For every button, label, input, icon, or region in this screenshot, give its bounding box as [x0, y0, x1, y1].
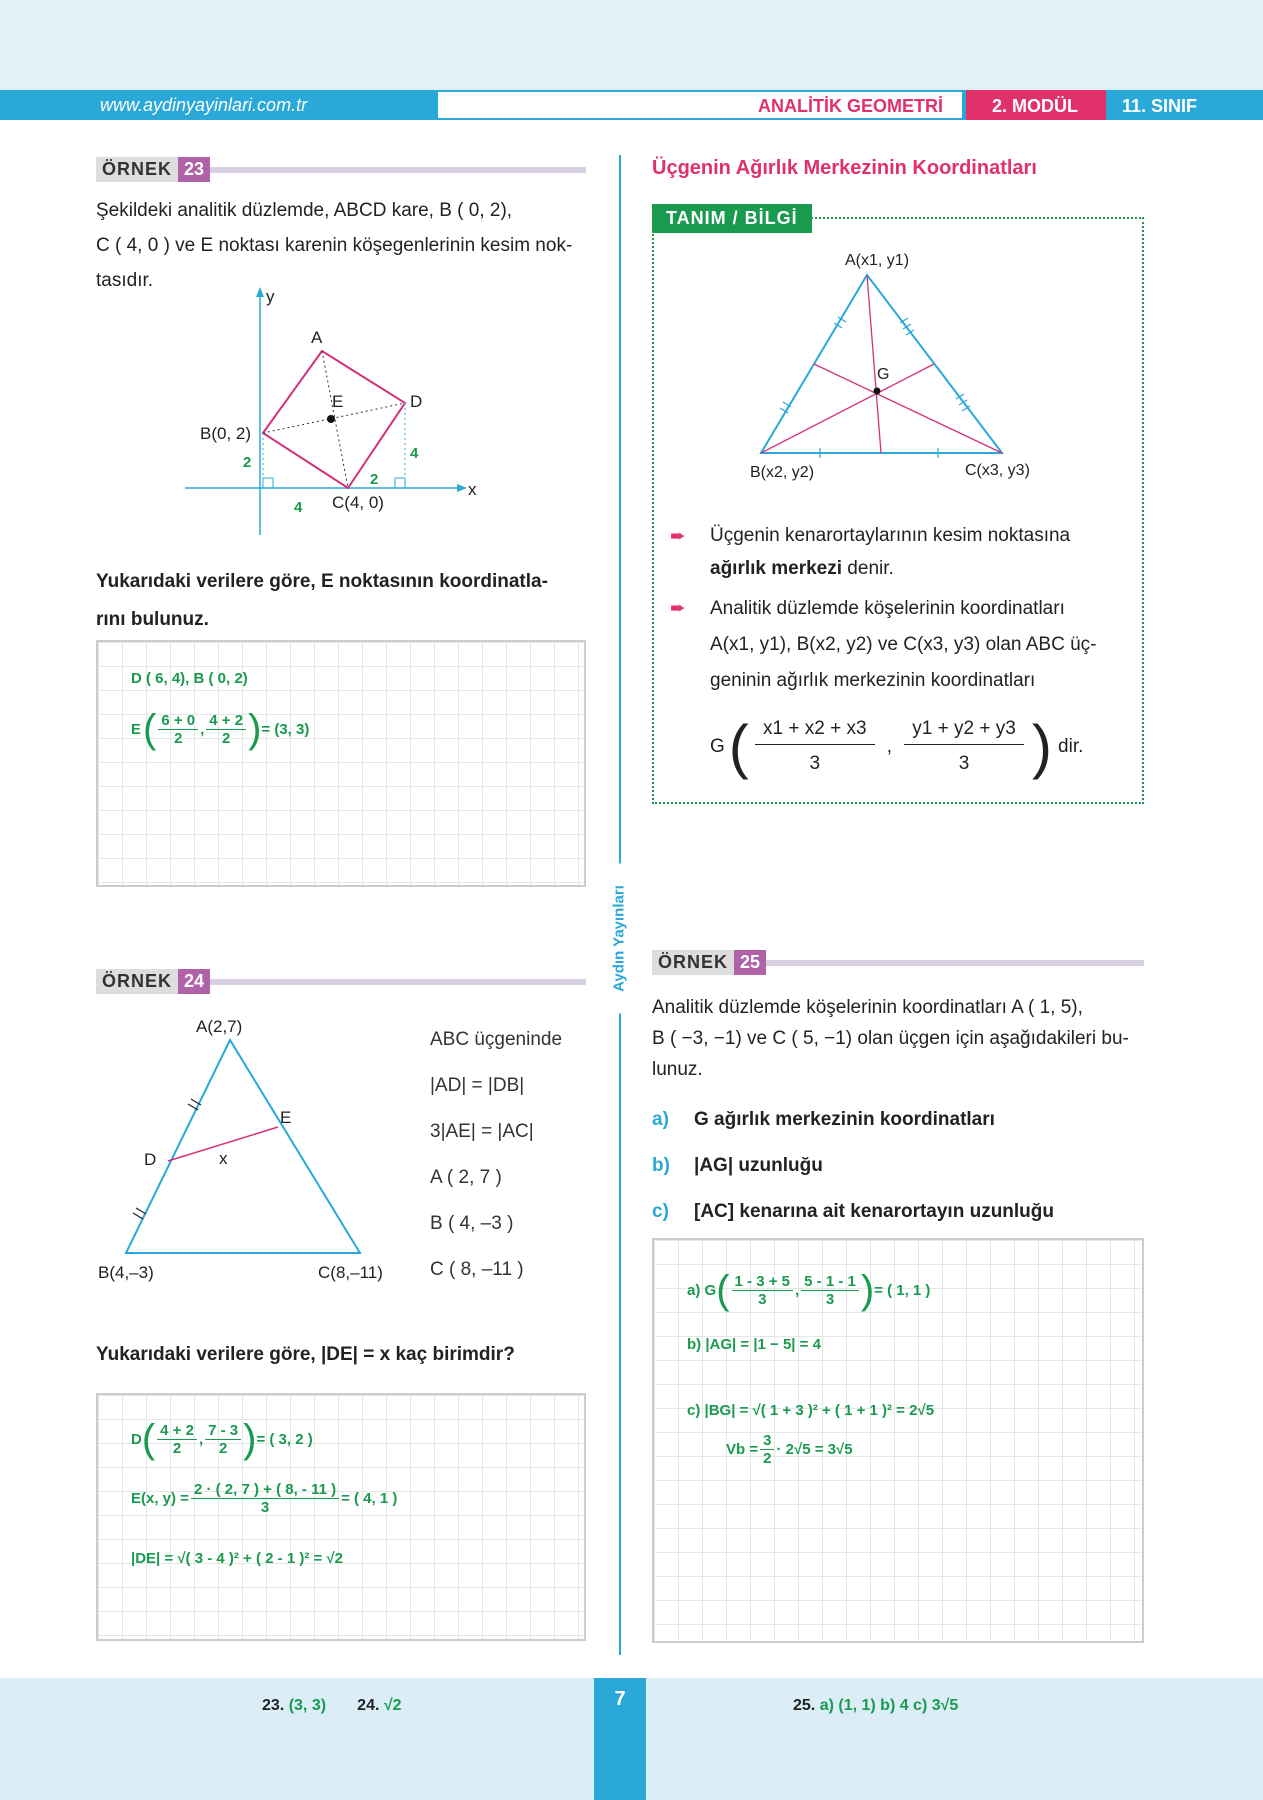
ans-25-value: a) (1, 1) b) 4 c) 3√5 [819, 1697, 959, 1714]
sa-result: = ( 1, 1 ) [874, 1282, 931, 1299]
site-url[interactable]: www.aydinyayinlari.com.tr [100, 95, 308, 115]
label-d: D [144, 1150, 157, 1169]
label-c: C(4, 0) [332, 493, 384, 512]
ex25-sol-b: b) |AG| = |1 − 5| = 4 [687, 1336, 821, 1353]
item-c-text: [AC] kenarına ait kenarortayın uzunluğu [694, 1201, 1054, 1222]
s2-n: 2 · ( 2, 7 ) + ( 8, - 11 ) [191, 1481, 339, 1499]
label-g: G [877, 366, 890, 383]
item-a [652, 1097, 1054, 1143]
b1b: ağırlık merkezi [710, 558, 843, 579]
ex24-question: Yukarıdaki verilere göre, |DE| = x kaç birimdir? [96, 1344, 515, 1365]
ex24-figure [96, 1010, 416, 1290]
s1-result: = ( 3, 2 ) [256, 1431, 313, 1448]
ex24-sol3: |DE| = √( 3 - 4 )² + ( 2 - 1 )² = √2 [131, 1550, 343, 1567]
item-b [652, 1143, 1054, 1189]
s1-d2: 2 [218, 1440, 228, 1457]
ex23-solution-area[interactable] [96, 640, 586, 887]
label-a: A(2,7) [196, 1017, 243, 1036]
ex24-givens [430, 1017, 562, 1293]
ex23-q1: Yukarıdaki verilere göre, E noktasının koordinatla- [96, 571, 548, 592]
example-rule [766, 960, 1144, 966]
bullet-arrow-icon: ➨ [670, 526, 686, 547]
bullet-arrow-icon: ➨ [670, 598, 686, 619]
ex24-sol2 [131, 1481, 397, 1516]
sd-d: 2 [763, 1450, 772, 1467]
example-label: ÖRNEK [96, 969, 178, 994]
sol-result: = (3, 3) [261, 721, 310, 738]
module-label: 2. MODÜL [992, 96, 1079, 116]
ans-23-label: 23. [262, 1697, 285, 1714]
num-2b: 2 [370, 471, 379, 488]
b2c: geninin ağırlık merkezinin koordinatları [710, 670, 1036, 691]
num-4b: 4 [410, 445, 419, 462]
ex23-question [96, 563, 596, 639]
theory-triangle [740, 245, 1060, 485]
ex24-solution-area[interactable] [96, 1393, 586, 1641]
sa-d1: 3 [758, 1291, 767, 1308]
b2b: A(x1, y1), B(x2, y2) ve C(x3, y3) olan ABC üç- [710, 634, 1097, 655]
ex23-text [96, 193, 596, 298]
s1-n1: 4 + 2 [157, 1422, 197, 1440]
ex23-figure [180, 285, 500, 545]
sd-n: 3 [760, 1432, 774, 1450]
num-2a: 2 [243, 454, 252, 471]
label-x: x [219, 1149, 228, 1168]
item-b-text: |AG| uzunluğu [694, 1155, 823, 1176]
example-label: ÖRNEK [96, 157, 178, 182]
s1-label: D [131, 1431, 142, 1448]
bullet-2 [670, 591, 1125, 699]
ans-24-value: √2 [383, 1697, 402, 1714]
theory-formula: G ( $\frac{x1 + x2 + x3}{3}$ , $\frac{y1 + y2 + y3}{3}$ ) dir. [710, 713, 1084, 780]
given-2: |AD| = |DB| [430, 1075, 525, 1096]
formula-d1: 3 [809, 753, 821, 774]
item-a-text: G ağırlık merkezinin koordinatları [694, 1109, 995, 1130]
ex24-sol1: D ( $\frac{4 + 2}{2}$ , $\frac{7 - 3}{2}$ ) = ( 3, 2 ) [131, 1417, 313, 1461]
example-24-header [96, 969, 586, 994]
s2-d: 3 [260, 1499, 270, 1516]
formula-dir: dir. [1058, 735, 1084, 757]
x-label: x [468, 480, 477, 499]
ex23-sol2: E ( $\frac{6 + 0}{2}$ , $\frac{4 + 2}{2}$ ) = (3, 3) [131, 707, 310, 751]
frac-d1: 2 [174, 730, 183, 747]
s2-result: = ( 4, 1 ) [341, 1490, 398, 1507]
ex25-line3: lunuz. [652, 1059, 703, 1080]
given-3: 3|AE| = |AC| [430, 1121, 534, 1142]
item-c-label: c) [652, 1201, 669, 1222]
answer-23-24 [262, 1697, 402, 1715]
label-a: A [311, 328, 323, 347]
sd-result: · 2√5 = 3√5 [776, 1441, 853, 1458]
theory-tag: TANIM / BİLGİ [652, 204, 812, 233]
ex25-solution-area[interactable] [652, 1238, 1144, 1643]
ans-23-value: (3, 3) [288, 1697, 327, 1714]
item-b-label: b) [652, 1155, 670, 1176]
grade-label: 11. SINIF [1122, 96, 1198, 116]
b1a: Üçgenin kenarortaylarının kesim noktasına [710, 525, 1071, 546]
example-number: 23 [178, 157, 210, 182]
theory-title: Üçgenin Ağırlık Merkezinin Koordinatları [652, 157, 1037, 179]
frac-n1: 6 + 0 [158, 712, 198, 730]
label-e: E [280, 1108, 292, 1127]
given-5: B ( 4, –3 ) [430, 1213, 514, 1234]
s2-label: E(x, y) = [131, 1490, 189, 1507]
given-4: A ( 2, 7 ) [430, 1167, 502, 1188]
theory-bullets [670, 519, 1125, 699]
ex25-sol-c: c) |BG| = √( 1 + 3 )² + ( 1 + 1 )² = 2√5 [687, 1402, 935, 1419]
ans-24-label: 24. [357, 1697, 380, 1714]
label-e: E [332, 392, 344, 411]
given-1: ABC üçgeninde [430, 1029, 563, 1050]
point-e [327, 415, 335, 423]
frac-d2: 2 [222, 730, 231, 747]
ex25-line1: Analitik düzlemde köşelerinin koordinatları A ( 1, 5), [652, 997, 1083, 1018]
ans-25-label: 25. [793, 1697, 816, 1714]
b1c: denir. [842, 558, 894, 579]
subject-title: ANALİTİK GEOMETRİ [758, 96, 943, 116]
item-a-label: a) [652, 1109, 669, 1130]
example-rule [210, 979, 586, 985]
ex25-sol-d [726, 1432, 853, 1467]
side-text: Aydın Yayınları [611, 864, 628, 1014]
label-a: A(x1, y1) [845, 252, 910, 269]
page-number: 7 [614, 1688, 626, 1710]
sol-e: E [131, 721, 142, 738]
ex23-line1: Şekildeki analitik düzlemde, ABCD kare, B ( 0, 2), [96, 200, 513, 221]
s1-d1: 2 [172, 1440, 182, 1457]
point-g [874, 388, 881, 395]
y-label: y [266, 287, 275, 306]
example-number: 24 [178, 969, 210, 994]
ex23-line2: C ( 4, 0 ) ve E noktası karenin köşegenlerinin kesim nok- [96, 235, 573, 256]
given-6: C ( 8, –11 ) [430, 1259, 524, 1280]
sa-n2: 5 - 1 - 1 [801, 1273, 859, 1291]
formula-g: G [710, 735, 725, 757]
sd-label: Vb = [726, 1441, 759, 1458]
frac-n2: 4 + 2 [206, 712, 246, 730]
ex25-line2: B ( −3, −1) ve C ( 5, −1) olan üçgen için aşağıdakileri bu- [652, 1028, 1129, 1049]
b2a: Analitik düzlemde köşelerinin koordinatları [710, 598, 1065, 619]
num-4a: 4 [294, 499, 303, 516]
sa-label: a) G [687, 1282, 717, 1299]
ex23-line3: tasıdır. [96, 270, 154, 291]
sa-d2: 3 [825, 1291, 835, 1308]
formula-d2: 3 [958, 753, 970, 774]
ex25-sol-a: a) G ( $\frac{1 - 3 + 5}{3}$ , $\frac{5 - 1 - 1}{3}$ ) = ( 1, 1 ) [687, 1268, 931, 1312]
example-rule [210, 167, 586, 173]
ex23-sol1: D ( 6, 4), B ( 0, 2) [131, 670, 248, 687]
ex25-items [652, 1097, 1054, 1235]
formula-n1: x1 + x2 + x3 [755, 718, 875, 745]
ex23-q2: rını bulunuz. [96, 609, 209, 630]
item-c [652, 1189, 1054, 1235]
label-c: C(x3, y3) [965, 462, 1030, 479]
example-25-header [652, 950, 1144, 975]
label-b: B(0, 2) [200, 424, 252, 443]
s1-n2: 7 - 3 [205, 1422, 241, 1440]
top-band [0, 0, 1263, 90]
label-b: B(x2, y2) [750, 464, 815, 481]
label-b: B(4,–3) [98, 1263, 154, 1282]
sa-n1: 1 - 3 + 5 [732, 1273, 793, 1291]
answer-25 [793, 1697, 958, 1715]
formula-n2: y1 + y2 + y3 [904, 718, 1024, 745]
label-c: C(8,–11) [318, 1263, 383, 1282]
ex25-text [652, 992, 1144, 1085]
example-number: 25 [734, 950, 766, 975]
label-d: D [410, 392, 423, 411]
example-label: ÖRNEK [652, 950, 734, 975]
bullet-1 [670, 519, 1125, 585]
example-23-header [96, 157, 586, 182]
